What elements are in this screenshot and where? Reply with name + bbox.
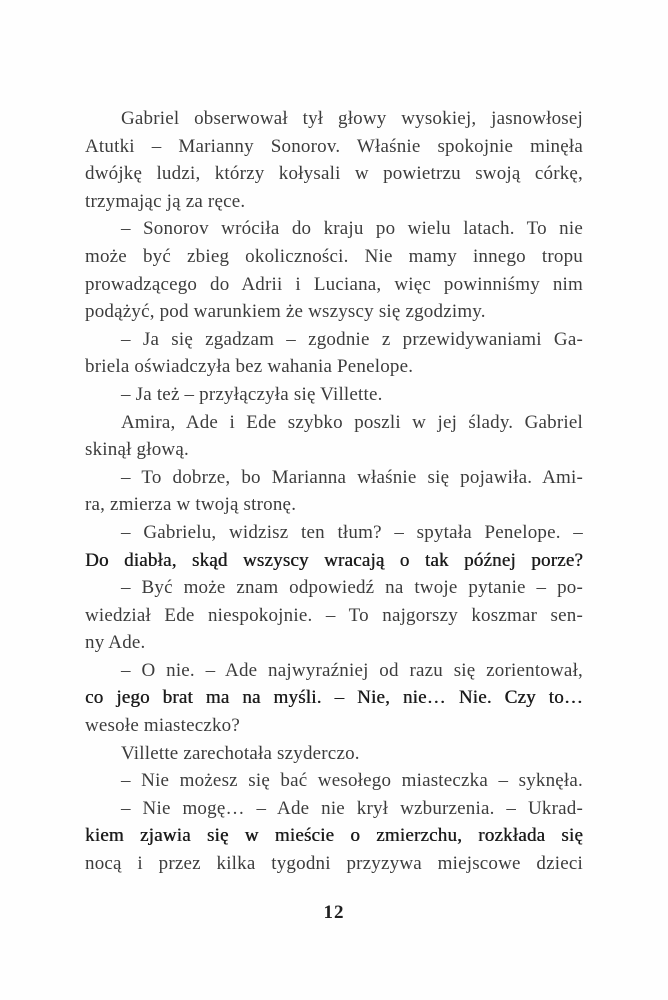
text-line: briela oświadczyła bez wahania Penelope.: [85, 356, 414, 378]
text-line: wesołe miasteczko?: [85, 715, 241, 737]
text-line: prowadzącego do Adrii i Luciana, więc powinniśmy nim: [85, 273, 583, 295]
text-line: – Gabrielu, widzisz ten tłum? – spytała Penelope. –: [121, 521, 583, 543]
text-line: dwójkę ludzi, którzy kołysali w powietrzu swoją córkę,: [85, 163, 583, 185]
page-number: 12: [323, 902, 345, 923]
text-line: – O nie. – Ade najwyraźniej od razu się zorientował,: [121, 659, 583, 681]
text-line: trzymając ją za ręce.: [85, 190, 246, 212]
text-line: Gabriel obserwował tył głowy wysokiej, jasnowłosej: [121, 108, 583, 129]
text-line: Amira, Ade i Ede szybko poszli w jej ślady. Gabriel: [121, 411, 583, 433]
page-text-block: [85, 105, 583, 878]
text-line: – To dobrze, bo Marianna właśnie się pojawiła. Ami-: [121, 466, 583, 488]
text-line: – Nie możesz się bać wesołego miasteczka – syknęła.: [121, 770, 583, 792]
text-line: wiedział Ede niespokojnie. – To najgorszy koszmar sen-: [85, 604, 583, 626]
text-line: może być zbieg okoliczności. Nie mamy innego tropu: [85, 245, 583, 267]
text-line: skinął głową.: [85, 439, 189, 461]
text-line: ny Ade.: [85, 632, 146, 654]
text-line: – Sonorov wróciła do kraju po wielu latach. To nie: [121, 218, 583, 240]
text-line: – Nie mogę… – Ade nie krył wzburzenia. – Ukrad-: [121, 797, 583, 819]
text-line: Villette zarechotała szyderczo.: [121, 742, 360, 764]
text-line: nocą i przez kilka tygodni przyzywa miejscowe dzieci: [85, 853, 583, 875]
text-line: Atutki – Marianny Sonorov. Właśnie spokojnie minęła: [85, 135, 583, 157]
text-line: – Ja też – przyłączyła się Villette.: [121, 383, 383, 405]
text-line: co jego brat ma na myśli. – Nie, nie… Nie. Czy to…: [85, 687, 583, 709]
text-line: Do diabła, skąd wszyscy wracają o tak późnej porze?: [85, 549, 583, 571]
text-line: kiem zjawia się w mieście o zmierzchu, rozkłada się: [85, 825, 583, 847]
text-line: – Być może znam odpowiedź na twoje pytanie – po-: [121, 577, 583, 599]
text-line: ra, zmierza w twoją stronę.: [85, 494, 297, 516]
text-line: – Ja się zgadzam – zgodnie z przewidywaniami Ga-: [121, 328, 583, 350]
text-line: podążyć, pod warunkiem że wszyscy się zgodzimy.: [85, 301, 486, 323]
